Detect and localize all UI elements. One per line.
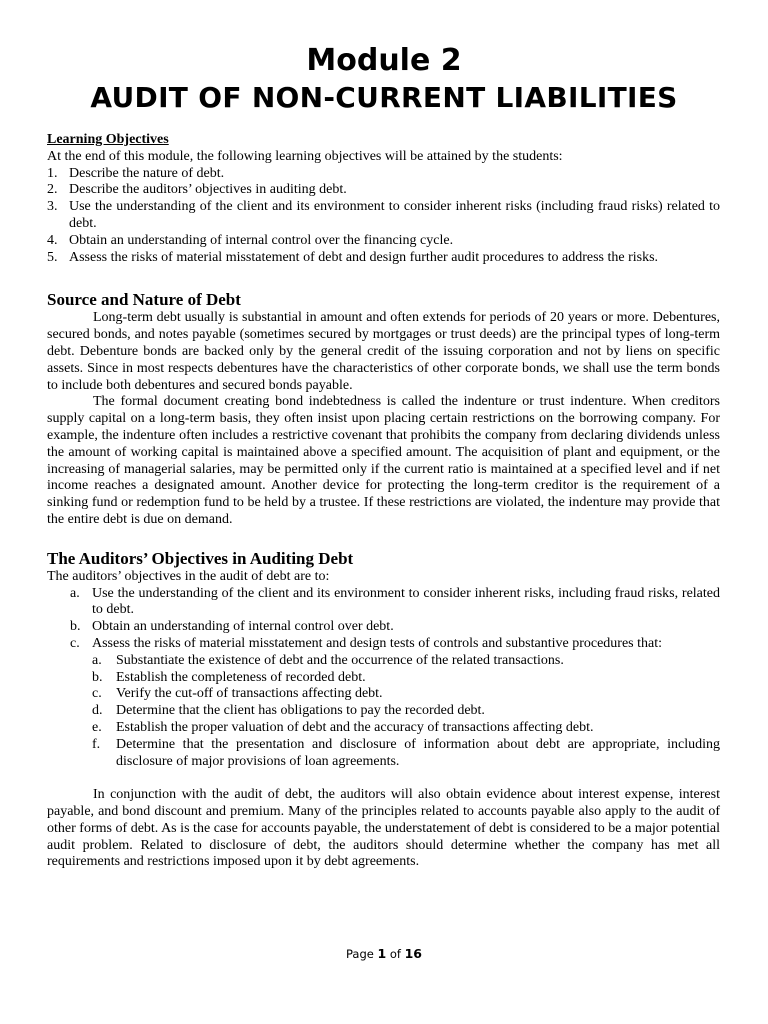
list-item-text: Establish the proper valuation of debt and the accuracy of transactions affecting debt. [116,719,594,735]
list-marker: b. [70,619,81,635]
sub-list-item [92,703,720,720]
list-item-text: Determine that the client has obligations to pay the recorded debt. [116,703,485,719]
list-item-text: Obtain an understanding of internal control over the financing cycle. [69,232,454,248]
list-item-text: Determine that the presentation and disclosure of information about debt are appropriate, including disclosure of major provisions of loan agreements. [116,736,720,769]
list-marker: 4. [47,232,58,248]
list-marker: c. [70,635,80,651]
sub-list-item [92,653,720,670]
list-marker: 2. [47,182,58,198]
list-item-text: Establish the completeness of recorded debt. [116,669,366,685]
list-item [47,199,720,233]
list-marker: f. [92,736,101,752]
list-item-text: Describe the nature of debt. [69,165,225,181]
list-item-text: Verify the cut-off of transactions affecting debt. [116,686,383,702]
list-item [47,250,720,267]
sub-list-item [92,686,720,703]
paragraph: The formal document creating bond indebtedness is called the indenture or trust indenture. When creditors supply capital on a long-term basis, they often insist upon placing certain restrictions on the borrowing company. For example, the indenture often includes a restrictive covenant that prohibits the company from declaring dividends unless the amount of working capital is maintained above a specified amount. The acquisition of plant and equipment, or the increasing of managerial salaries, may be permitted only if the current ratio is maintained at a specified level and if net income reaches a designated amount. Another device for protecting the long-term creditor is the requirement of a sinking fund or redemption fund to be held by a trustee. If these restrictions are violated, the indenture may provide that the entire debt is due on demand. [47,394,720,527]
paragraph: In conjunction with the audit of debt, the auditors will also obtain evidence about interest expense, interest payable, and bond discount and premium. Many of the principles related to accounts payable also apply to the audit of other forms of debt. As is the case for accounts payable, the understatement of debt is considered to be a major potential audit problem. Related to disclosure of debt, the auditors should determine whether the company has met all requirements and restrictions imposed upon it by debt agreements. [47,787,720,870]
list-marker: 3. [47,199,58,215]
page-title: AUDIT OF NON-CURRENT LIABILITIES [90,81,678,114]
list-item-text: Substantiate the existence of debt and the occurrence of the related transactions. [116,652,564,668]
list-item-text: Assess the risks of material misstatement and design tests of controls and substantive procedures that: [92,635,662,651]
of-word: of [389,947,401,961]
sub-list-item [92,670,720,687]
list-marker: a. [92,652,102,668]
spacer [47,770,720,787]
list-item-text: Use the understanding of the client and its environment to consider inherent risks, including fraud risks, related to debt. [92,585,720,618]
list-marker: 1. [47,165,58,181]
list-marker: d. [92,703,103,719]
sub-list-item [92,720,720,737]
auditor-objectives-intro: The auditors’ objectives in the audit of debt are to: [47,568,330,584]
auditor-objectives-section [47,549,720,872]
list-item-text: Describe the auditors’ objectives in auditing debt. [69,182,347,198]
learning-objectives-heading: Learning Objectives [47,132,169,147]
page-footer [0,946,768,961]
list-marker: e. [92,719,102,735]
sub-objectives-list [92,653,720,771]
page-word: Page [345,947,374,961]
list-marker: a. [70,585,80,601]
sub-list-item [92,737,720,771]
learning-objectives-list [47,166,720,267]
list-item [47,182,720,199]
module-title: Module 2 [306,43,462,78]
section-heading: Source and Nature of Debt [47,290,241,310]
list-item [47,586,720,620]
list-item [47,233,720,250]
list-item [47,166,720,183]
list-item-text: Obtain an understanding of internal control over debt. [92,619,394,635]
list-item [47,619,720,636]
list-marker: b. [92,669,103,685]
list-item-text: Assess the risks of material misstatement of debt and design further audit procedures to address the risks. [69,249,659,265]
source-nature-section [47,290,720,528]
document-body [47,132,720,871]
list-item-text: Use the understanding of the client and its environment to consider inherent risks (including fraud risks) related to debt. [69,199,720,231]
auditor-objectives-list [47,586,720,771]
total-pages-number: 16 [404,946,422,961]
section-heading: The Auditors’ Objectives in Auditing Debt [47,548,354,568]
learning-objectives-intro: At the end of this module, the following learning objectives will be attained by the students: [47,148,563,164]
list-marker: c. [92,686,102,702]
current-page-number: 1 [377,946,387,961]
learning-objectives-section [47,132,720,266]
list-item [47,636,720,770]
paragraph: Long-term debt usually is substantial in amount and often extends for periods of 20 years or more. Debentures, secured bonds, and notes payable (sometimes secured by mortgages or trust deeds) are the principal types of long-term debt. Debenture bonds are backed only by the general credit of the issuing corporation and not by liens on specific assets. Since in most respects debentures have the characteristics of other corporate bonds, we shall use the term bonds to include both debentures and secured bonds payable. [47,310,720,393]
list-marker: 5. [47,249,58,265]
